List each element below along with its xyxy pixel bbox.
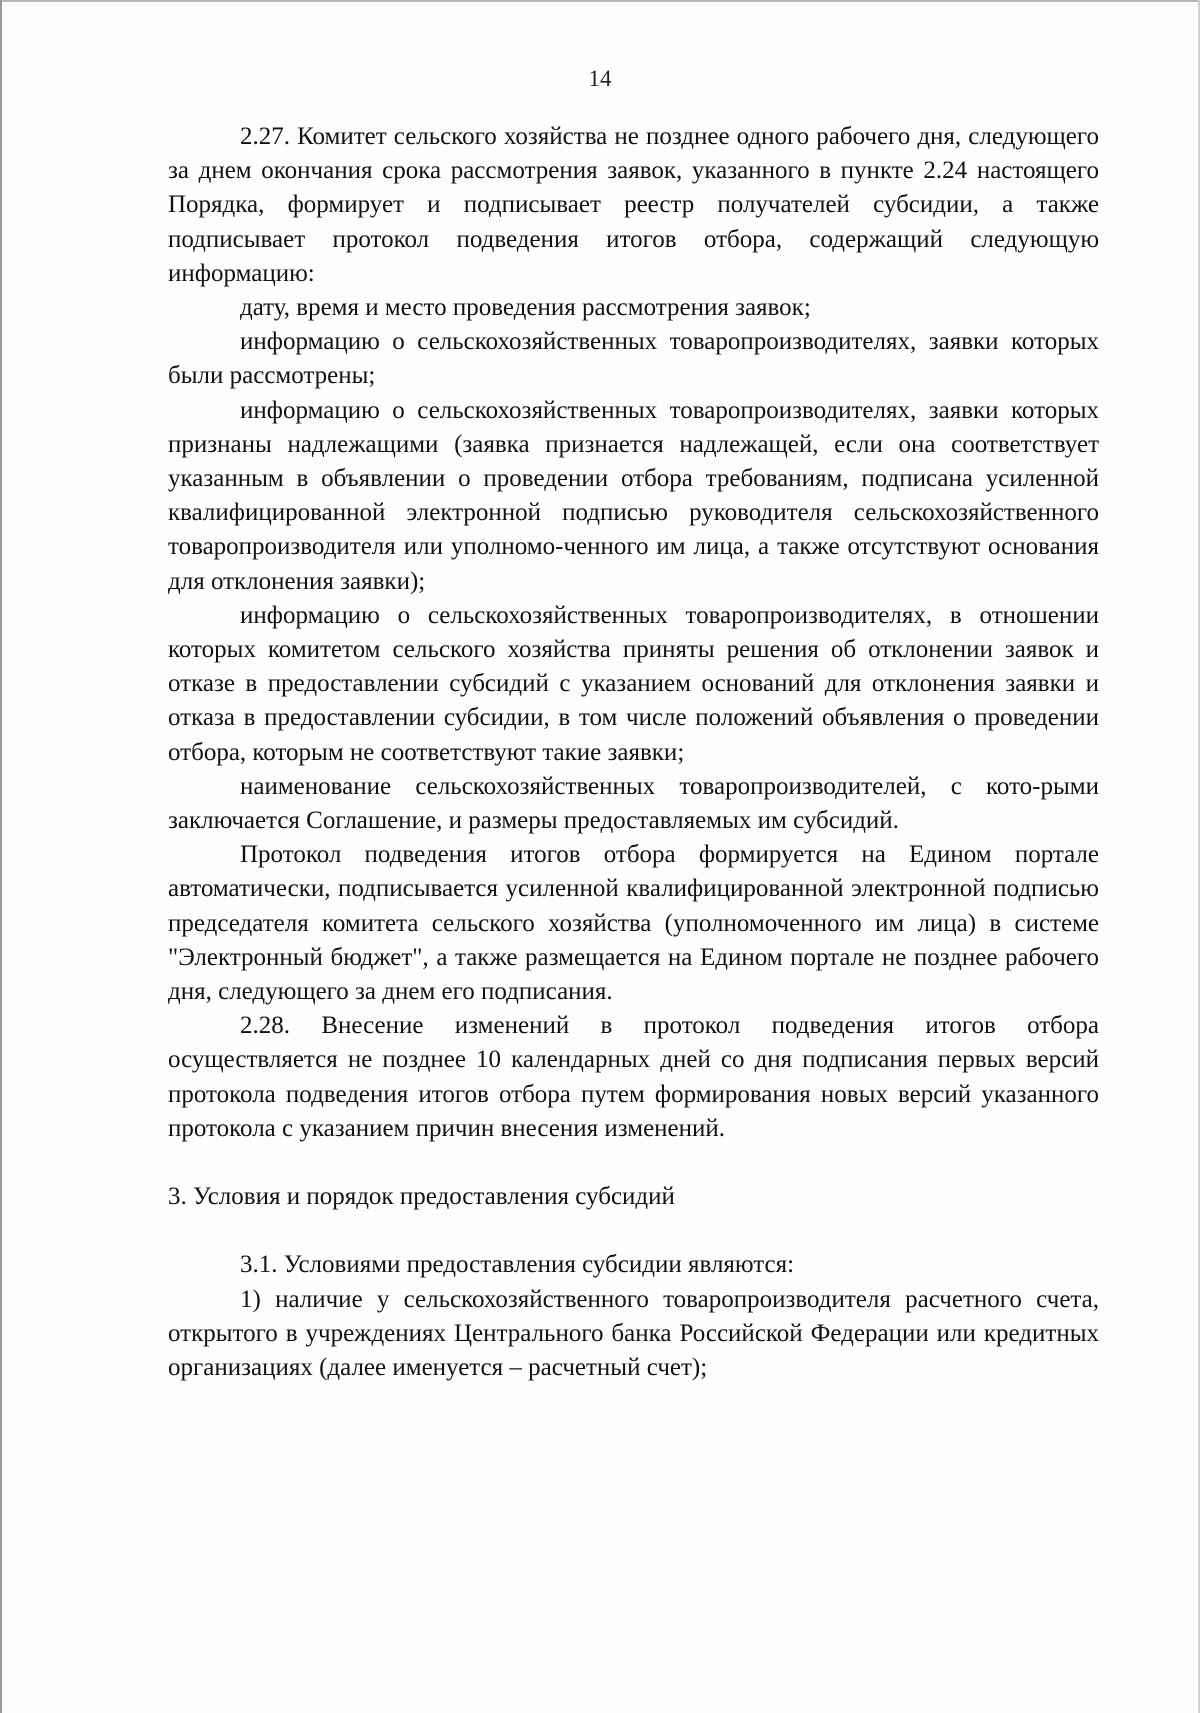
list-item-rejected-applicants: информацию о сельскохозяйственных товаропроизводителях, в отношении которых комитетом сельского хозяйства приняты решения об отклонении заявок и отказе в предоставлении субсидий с указанием оснований для отклонения заявки и отказа в предоставлении субсидии, в том числе положений объявления о проведении отбора, которым не соответствуют такие заявки; [168,601,1099,766]
paragraph-protocol-portal: Протокол подведения итогов отбора формируется на Едином портале автоматически, подписывается усиленной квалифицированной электронной подписью председателя комитета сельского хозяйства (уполномоченного им лица) в системе "Электронный бюджет", а также размещается на Едином портале не позднее рабочего дня, следующего за днем его подписания. [168,841,1099,1006]
list-item-reviewed-applicants: информацию о сельскохозяйственных товаропроизводителях, заявки которых были рассмотрены; [168,328,1099,390]
list-item-agreement-recipients: наименование сельскохозяйственных товаропроизводителей, с кото-рыми заключается Соглашение, и размеры предоставляемых им субсидий. [168,772,1099,835]
list-item-settlement-account: 1) наличие у сельскохозяйственного товаропроизводителя расчетного счета, открытого в учреждениях Центрального банка Российской Федерации или кредитных организациях (далее именуется – расчетный счет); [168,1285,1099,1381]
list-item-date-time-place: дату, время и место проведения рассмотрения заявок; [240,294,811,322]
page-number: 14 [588,66,612,91]
scan-edge-left [0,0,2,1713]
paragraph-2-28: 2.28. Внесение изменений в протокол подведения итогов отбора осуществляется не позднее 10 календарных дней со дня подписания первых версий протокола подведения итогов отбора путем формирования новых версий указанного протокола с указанием причин внесения изменений. [168,1012,1099,1142]
spacer [168,1146,1099,1180]
section-heading: 3. Условия и порядок предоставления субсидий [168,1183,675,1211]
list-item-proper-applicants: информацию о сельскохозяйственных товаропроизводителях, заявки которых признаны надлежащими (заявка признается надлежащей, если она соответствует указанным в объявлении о проведении отбора требованиям, подписана усиленной квалифицированной электронной подписью руководителя сельскохозяйственного товаропроизводителя или уполномо-ченного им лица, а также отсутствуют основания для отклонения заявки); [168,396,1099,595]
paragraph-3-1: 3.1. Условиями предоставления субсидии являются: [240,1251,795,1279]
document-body [168,120,1099,1385]
scan-edge-top [0,0,1200,2]
paragraph-2-27: 2.27. Комитет сельского хозяйства не позднее одного рабочего дня, следующего за днем окончания срока рассмотрения заявок, указанного в пункте 2.24 настоящего Порядка, формирует и подписывает реестр получателей субсидии, а также подписывает протокол подведения итогов отбора, содержащий следующую информацию: [168,123,1099,287]
spacer [168,1214,1099,1248]
